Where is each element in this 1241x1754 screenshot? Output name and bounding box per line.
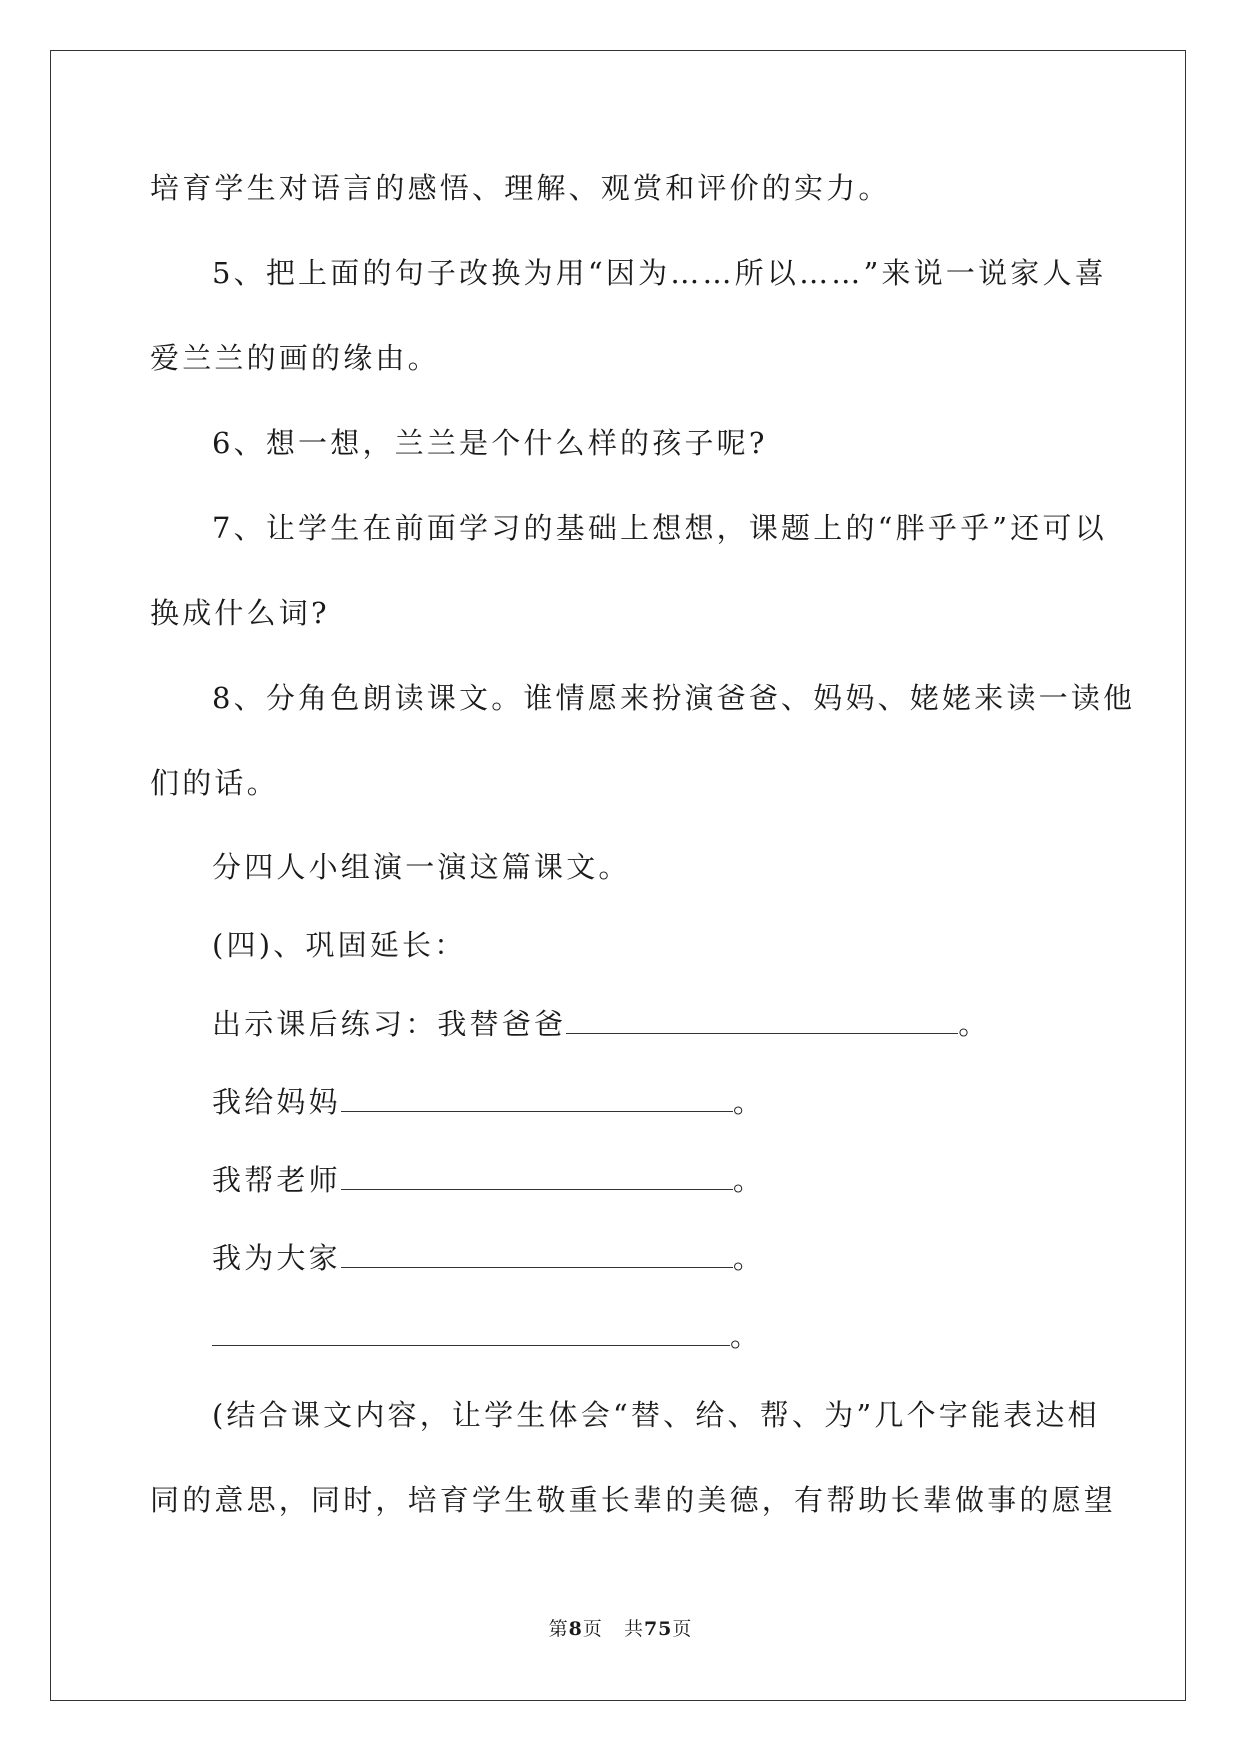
text-line-7: 8、分角色朗读课文。谁情愿来扮演爸爸、妈妈、姥姥来读一读他 <box>212 681 1136 715</box>
period-mark: 。 <box>732 1085 766 1119</box>
text-line-11: 同的意思，同时，培育学生敬重长辈的美德，有帮助长辈做事的愿望 <box>150 1483 1117 1517</box>
exercise-line-3 <box>212 1159 765 1200</box>
text-line-10: (结合课文内容，让学生体会“替、给、帮、为”几个字能表达相 <box>212 1398 1100 1432</box>
fill-blank-5[interactable] <box>212 1315 730 1346</box>
period-mark: 。 <box>732 1163 766 1197</box>
period-mark: 。 <box>958 1007 991 1041</box>
exercise-prompt-1: 出示课后练习：我替爸爸 <box>212 1007 567 1041</box>
text-line-4: 6、想一想，兰兰是个什么样的孩子呢? <box>212 426 768 460</box>
fill-blank-4[interactable] <box>341 1237 733 1268</box>
footer-mid: 页 共 <box>582 1618 644 1640</box>
period-mark: 。 <box>730 1319 763 1353</box>
text-line-5: 7、让学生在前面学习的基础上想想，课题上的“胖乎乎”还可以 <box>212 511 1107 545</box>
text-line-3: 爱兰兰的画的缘由。 <box>150 341 440 375</box>
text-line-8: 们的话。 <box>150 766 279 800</box>
period-mark: 。 <box>732 1241 766 1275</box>
exercise-line-2 <box>212 1081 765 1122</box>
exercise-prompt-3: 我帮老师 <box>212 1163 341 1197</box>
total-page-count: 75 <box>643 1618 673 1640</box>
exercise-line-5 <box>212 1315 762 1356</box>
fill-blank-2[interactable] <box>341 1081 733 1112</box>
exercise-prompt-4: 我为大家 <box>212 1241 341 1275</box>
footer-suffix: 页 <box>672 1618 693 1640</box>
footer-prefix: 第 <box>548 1618 569 1640</box>
text-line-6: 换成什么词? <box>150 596 330 630</box>
text-line-1: 培育学生对语言的感悟、理解、观赏和评价的实力。 <box>150 171 891 205</box>
exercise-line-4 <box>212 1237 765 1278</box>
page-footer <box>0 1616 1241 1642</box>
text-line-2: 5、把上面的句子改换为用“因为……所以……”来说一说家人喜 <box>212 256 1107 290</box>
fill-blank-1[interactable] <box>566 1003 958 1034</box>
exercise-line-1 <box>212 1003 990 1044</box>
fill-blank-3[interactable] <box>341 1159 733 1190</box>
current-page-number: 8 <box>568 1618 583 1640</box>
exercise-prompt-2: 我给妈妈 <box>212 1085 341 1119</box>
section-heading: (四)、巩固延长： <box>212 928 467 962</box>
text-line-9: 分四人小组演一演这篇课文。 <box>212 850 631 884</box>
